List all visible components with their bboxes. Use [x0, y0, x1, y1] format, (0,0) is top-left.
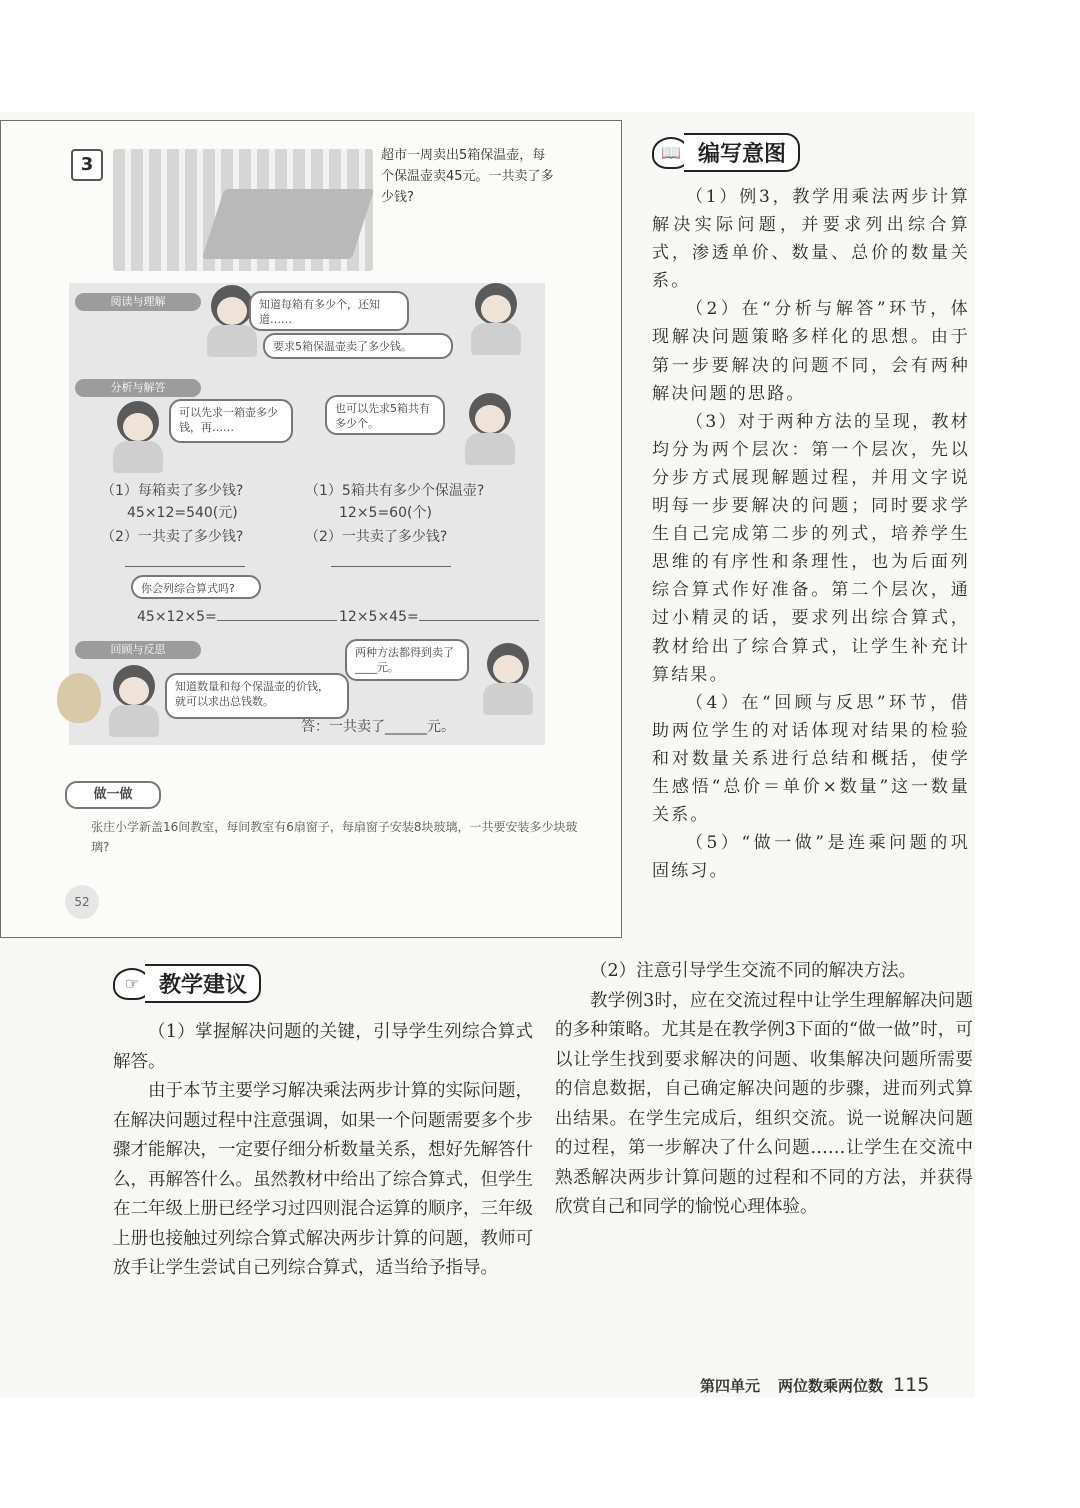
intent-heading [652, 133, 800, 172]
formula-b: 12×5×45= [339, 609, 419, 625]
footer-unit: 第四单元 [700, 1377, 761, 1395]
footer-topic: 两位数乘两位数 [778, 1377, 884, 1395]
tag-review: 回顾与反思 [75, 641, 201, 659]
step-a2: （2）一共卖了多少钱? [101, 529, 244, 545]
calc-a1: 45×12=540(元) [127, 505, 238, 521]
advice-right-column [555, 957, 973, 1223]
intent-paragraph-3: （3）对于两种方法的呈现，教材均分为两个层次：第一个层次，先以分步方式展现解题过程，并用文字说明每一步要解决的问题；同时要求学生自己完成第二步的列式，培养学生思维的有序性和条理性，也为后面列综合算式作好准备。第二个层次，通过小精灵的话，要求列出综合算式，教材给出了综合算式，让学生补充计算结果。 [652, 411, 970, 685]
example-number: 3 [71, 149, 103, 181]
page-footer [700, 1374, 929, 1396]
advice-right-paragraph-2: 教学例3时，应在交流过程中让学生理解解决问题的多种策略。尤其是在教学例3下面的“做一做”时，可以让学生找到要求解决的问题、收集解决问题所需要的信息数据，自己确定解决问题的步骤，进而列式算出结果。在学生完成后，组织交流。说一说解决问题的过程，第一步解决了什么问题……让学生在交流中熟悉解决两步计算问题的过程和不同的方法，并获得欣赏自己和同学的愉悦心理体验。 [555, 990, 973, 1217]
bubble-right: 也可以先求5箱共有多少个。 [325, 395, 445, 435]
textbook-page-image [0, 120, 622, 938]
intent-paragraph-4: （4）在“回顾与反思”环节，借助两位学生的对话体现对结果的检验和对数量关系进行总结和概括，使学生感悟“总价＝单价×数量”这一数量关系。 [652, 692, 970, 826]
mascot-bubble: 你会列综合算式吗? [131, 575, 261, 599]
bubble-review-left: 知道数量和每个保温壶的价钱，就可以求出总钱数。 [165, 673, 349, 719]
bubble-know: 知道每箱有多少个，还知道…… [249, 291, 409, 331]
boy-figure-2 [109, 401, 167, 473]
footer-page-number: 115 [893, 1374, 930, 1396]
boy-figure [467, 283, 525, 355]
boy-figure-3 [105, 665, 163, 737]
girl-figure-2 [461, 393, 519, 465]
supermarket-shelf-illustration [113, 149, 373, 271]
bubble-review-right: 两种方法都得到卖了____元。 [345, 639, 469, 681]
intent-paragraph-2: （2）在“分析与解答”环节，体现解决问题策略多样化的思想。由于第一步要解决的问题不同，会有两种解决问题的思路。 [652, 299, 970, 404]
mascot-sprite [57, 673, 101, 723]
bubble-left: 可以先求一箱壶多少钱，再…… [169, 399, 293, 443]
solution-panel [69, 283, 545, 745]
advice-icon: ☞ [113, 968, 151, 1000]
step-b2: （2）一共卖了多少钱? [305, 529, 448, 545]
step-a1: （1）每箱卖了多少钱? [101, 483, 244, 499]
practice-question: 张庄小学新盖16间教室，每间教室有6扇窗子，每扇窗子安装8块玻璃，一共要安装多少块玻璃? [91, 820, 578, 854]
answer-line: 答：一共卖了______元。 [301, 719, 455, 735]
advice-left-paragraph-2: 由于本节主要学习解决乘法两步计算的实际问题，在解决问题过程中注意强调，如果一个问题需要多个步骤才能解决，一定要仔细分析数量关系，想好先解答什么，再解答什么。虽然教材中给出了综合算式，但学生在二年级上册已经学习过四则混合运算的顺序，三年级上册也接触过列综合算式解决两步计算的问题，教师可放手让学生尝试自己列综合算式，适当给予指导。 [113, 1081, 533, 1278]
example-question: 超市一周卖出5箱保温壶，每个保温壶卖45元。一共卖了多少钱? [381, 148, 554, 205]
step-b1: （1）5箱共有多少个保温壶? [305, 483, 485, 499]
girl-figure-3 [479, 643, 537, 715]
intent-body [652, 183, 970, 885]
textbook-page-number: 52 [65, 885, 99, 919]
practice-label: 做一做 [65, 781, 161, 809]
advice-heading [113, 964, 261, 1003]
advice-right-paragraph-1: （2）注意引导学生交流不同的解决方法。 [590, 961, 917, 981]
calc-b1: 12×5=60(个) [339, 505, 432, 521]
tag-analyze: 分析与解答 [75, 379, 201, 397]
advice-title: 教学建议 [145, 964, 261, 1003]
intent-paragraph-1: （1）例3，教学用乘法两步计算解决实际问题，并要求列出综合算式，渗透单价、数量、总价的数量关系。 [652, 187, 970, 292]
open-book-icon: 📖 [652, 137, 690, 169]
formula-a: 45×12×5= [137, 609, 217, 625]
advice-left-column [113, 1018, 533, 1284]
intent-title: 编写意图 [684, 133, 800, 172]
advice-left-paragraph-1: （1）掌握解决问题的关键，引导学生列综合算式解答。 [113, 1022, 533, 1072]
bubble-ask: 要求5箱保温壶卖了多少钱。 [263, 333, 453, 359]
intent-paragraph-5: （5）“做一做”是连乘问题的巩固练习。 [652, 833, 970, 882]
tag-read: 阅读与理解 [75, 293, 201, 311]
